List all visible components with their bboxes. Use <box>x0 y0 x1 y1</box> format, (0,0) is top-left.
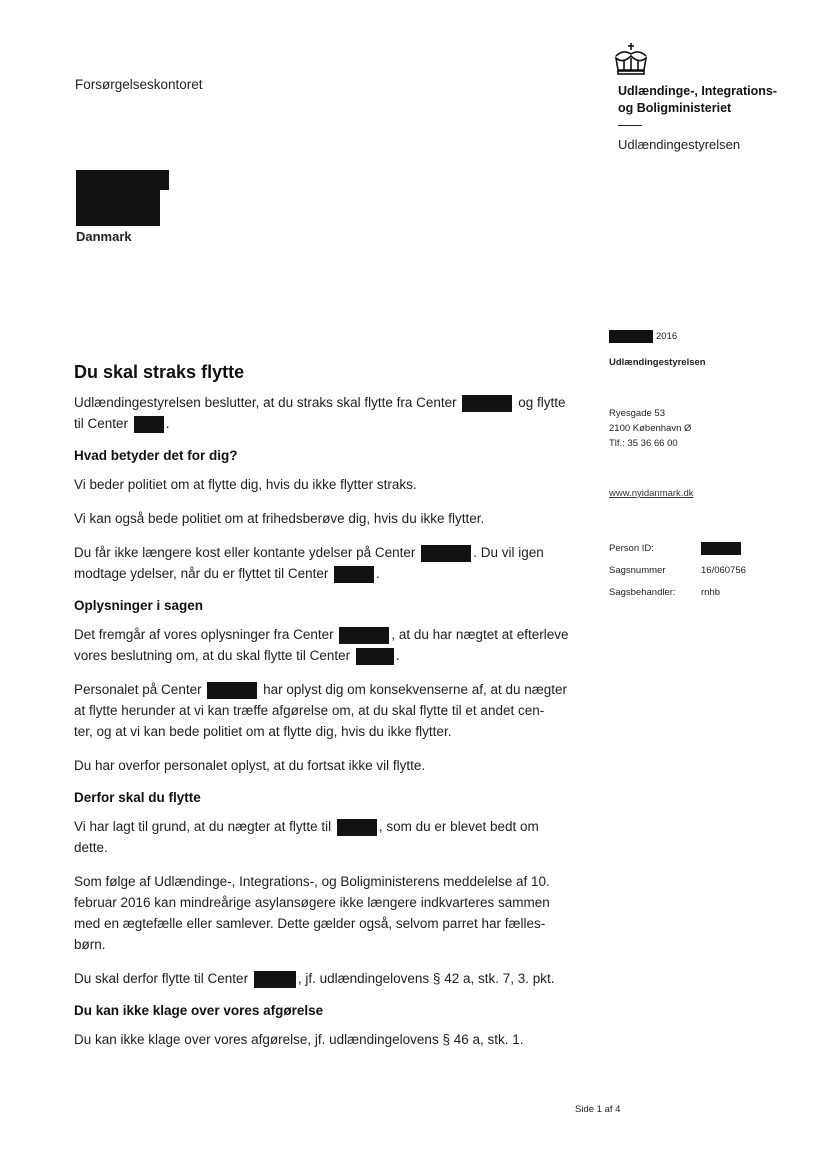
letter-date <box>609 330 789 346</box>
redacted-date <box>609 330 653 343</box>
move-paragraph <box>74 968 584 989</box>
staff-text-d: ter, og at vi kan bede politiet om at flytte dig, hvis du ikke flytter. <box>74 724 452 739</box>
redacted-center-name <box>134 416 164 433</box>
intro-paragraph <box>74 392 584 434</box>
intro-text-c: til Center <box>74 416 129 431</box>
info-text-c: vores beslutning om, at du skal flytte til Center <box>74 648 351 663</box>
staff-text-c: at flytte herunder at vi kan træffe afgørelse om, at du skal flytte til et andet cen- <box>74 703 545 718</box>
redacted-center-name <box>207 682 257 699</box>
date-year: 2016 <box>656 331 678 342</box>
staff-paragraph <box>74 679 584 742</box>
redacted-address-block <box>76 188 160 226</box>
royal-crown-icon <box>612 42 650 76</box>
move-text-b: , jf. udlændingelovens § 42 a, stk. 7, 3. pkt. <box>297 971 555 986</box>
heading-info: Oplysninger i sagen <box>74 598 204 613</box>
case-number-row <box>609 559 799 581</box>
case-number-value: 16/060756 <box>701 564 746 576</box>
redacted-center-name <box>254 971 296 988</box>
info-paragraph <box>74 624 584 666</box>
handler-label: Sagsbehandler: <box>609 586 676 598</box>
letter-body <box>74 362 584 1063</box>
intro-text-a: Udlændingestyrelsen beslutter, at du straks skal flytte fra Center <box>74 395 457 410</box>
reason-text-a: Vi har lagt til grund, at du nægter at flytte til <box>74 819 332 834</box>
police-paragraph-2: Vi kan også bede politiet om at frihedsberøve dig, hvis du ikke flytter. <box>74 511 485 526</box>
staff-text-a: Personalet på Center <box>74 682 202 697</box>
ministry-text-1: Som følge af Udlændinge-, Integrations-, og Boligministerens meddelelse af 10. <box>74 874 550 889</box>
redacted-person-id <box>701 542 741 555</box>
redacted-center-name <box>421 545 471 562</box>
person-id-label: Person ID: <box>609 542 654 554</box>
ministry-line-1: Udlændinge-, Integrations- <box>618 84 778 98</box>
person-id-row <box>609 537 799 559</box>
heading-meaning: Hvad betyder det for dig? <box>74 448 238 463</box>
info-text-d: . <box>395 648 400 663</box>
case-meta <box>609 537 799 603</box>
appeal-paragraph: Du kan ikke klage over vores afgørelse, jf. udlændingelovens § 46 a, stk. 1. <box>74 1032 524 1047</box>
person-id-value <box>701 542 741 555</box>
ministry-divider <box>618 125 642 126</box>
page-number: Side 1 af 4 <box>575 1104 621 1115</box>
ministry-name <box>618 83 777 117</box>
intro-text-b: og flytte <box>518 395 566 410</box>
case-number-label: Sagsnummer <box>609 564 666 576</box>
redacted-center-name <box>356 648 394 665</box>
move-text-a: Du skal derfor flytte til Center <box>74 971 249 986</box>
benefits-text-b: . Du vil igen <box>473 545 544 560</box>
refuse-paragraph: Du har overfor personalet oplyst, at du fortsat ikke vil flytte. <box>74 758 426 773</box>
intro-text-d: . <box>165 416 170 431</box>
redacted-center-name <box>334 566 374 583</box>
heading-appeal: Du kan ikke klage over vores afgørelse <box>74 1003 324 1018</box>
ministry-paragraph <box>74 871 584 955</box>
sidebar-phone: Tlf.: 35 36 66 00 <box>609 438 678 449</box>
police-paragraph-1: Vi beder politiet om at flytte dig, hvis du ikke flytter straks. <box>74 477 417 492</box>
sidebar-address <box>609 406 691 451</box>
redacted-center-name <box>337 819 377 836</box>
redacted-address-line <box>76 170 169 190</box>
ministry-line-2: og Boligministeriet <box>618 101 732 115</box>
recipient-country: Danmark <box>76 229 132 244</box>
agency-name: Udlændingestyrelsen <box>618 137 741 152</box>
letter-title: Du skal straks flytte <box>74 362 245 382</box>
reason-text-b: , som du er blevet bedt om <box>378 819 539 834</box>
benefits-text-a: Du får ikke længere kost eller kontante ydelser på Center <box>74 545 416 560</box>
ministry-text-3: med en ægtefælle eller samlever. Dette gælder også, selvom parret har fælles- <box>74 916 546 931</box>
info-text-b: , at du har nægtet at efterleve <box>391 627 569 642</box>
staff-text-b: har oplyst dig om konsekvenserne af, at du nægter <box>263 682 568 697</box>
redacted-center-name <box>339 627 389 644</box>
reason-text-c: dette. <box>74 840 108 855</box>
info-text-a: Det fremgår af vores oplysninger fra Center <box>74 627 334 642</box>
sidebar-street: Ryesgade 53 <box>609 408 665 419</box>
benefits-text-c: modtage ydelser, når du er flyttet til Center <box>74 566 329 581</box>
redacted-center-name <box>462 395 512 412</box>
benefits-paragraph <box>74 542 584 584</box>
ministry-text-2: februar 2016 kan mindreårige asylansøgere ikke længere indkvarteres sammen <box>74 895 550 910</box>
ministry-text-4: børn. <box>74 937 106 952</box>
sidebar-website-link[interactable]: www.nyidanmark.dk <box>609 488 694 499</box>
handler-row <box>609 581 799 603</box>
benefits-text-d: . <box>376 566 380 581</box>
heading-reason: Derfor skal du flytte <box>74 790 201 805</box>
reason-paragraph <box>74 816 584 858</box>
sidebar-agency: Udlændingestyrelsen <box>609 357 706 368</box>
sidebar-city: 2100 København Ø <box>609 423 692 434</box>
handler-value: rnhb <box>701 586 721 598</box>
department-name: Forsørgelseskontoret <box>75 77 203 92</box>
